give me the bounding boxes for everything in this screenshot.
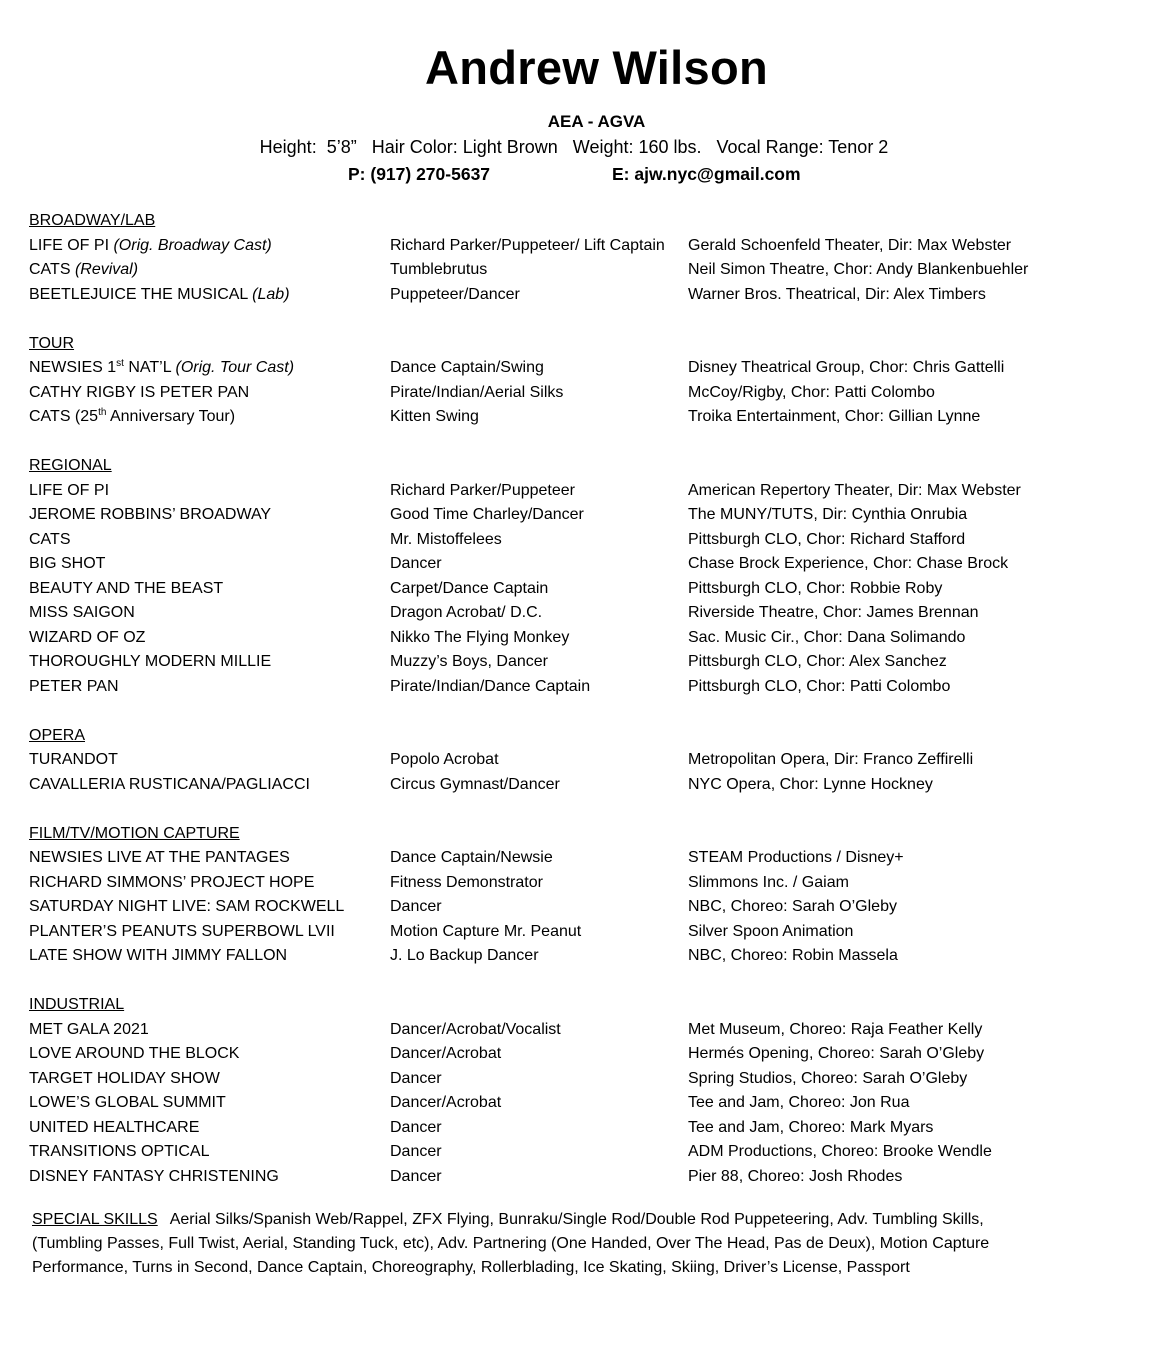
section-heading: TOUR <box>29 334 75 352</box>
credit-section <box>29 454 1149 699</box>
show-title: CATS <box>29 530 71 548</box>
company-director: Met Museum, Choreo: Raja Feather Kelly <box>688 1020 983 1038</box>
credit-row <box>29 1042 1149 1067</box>
credit-row <box>29 258 1149 283</box>
show-note: (Revival) <box>74 261 139 278</box>
section-heading: FILM/TV/MOTION CAPTURE <box>29 824 240 842</box>
show-title: CATS (25th Anniversary Tour) <box>29 407 236 425</box>
credit-row <box>29 503 1149 528</box>
show-title: PETER PAN <box>29 677 119 695</box>
role: Richard Parker/Puppeteer <box>390 481 575 499</box>
company-director: Disney Theatrical Group, Chor: Chris Gattelli <box>688 359 1005 376</box>
role: Popolo Acrobat <box>390 751 499 768</box>
company-director: Hermés Opening, Choreo: Sarah O’Gleby <box>688 1045 985 1062</box>
credit-row <box>29 675 1149 700</box>
role: Dancer/Acrobat <box>390 1094 502 1111</box>
show-title: BIG SHOT <box>29 555 106 572</box>
role: J. Lo Backup Dancer <box>390 947 539 964</box>
company-director: NBC, Choreo: Robin Massela <box>688 947 898 964</box>
contact-info <box>348 164 801 185</box>
show-title: NEWSIES LIVE AT THE PANTAGES <box>29 849 290 866</box>
show-title: TARGET HOLIDAY SHOW <box>29 1069 220 1087</box>
credit-row <box>29 920 1149 945</box>
credit-section <box>29 724 1149 798</box>
show-title: TRANSITIONS OPTICAL <box>29 1143 210 1160</box>
role: Richard Parker/Puppeteer/ Lift Captain <box>390 236 665 254</box>
credit-row <box>29 748 1149 773</box>
credit-section <box>29 332 1149 430</box>
company-director: Pier 88, Choreo: Josh Rhodes <box>688 1167 903 1185</box>
show-title: LOVE AROUND THE BLOCK <box>29 1045 240 1062</box>
role: Dance Captain/Swing <box>390 359 544 376</box>
credit-row <box>29 626 1149 651</box>
credit-row <box>29 479 1149 504</box>
show-title: LIFE OF PI (Orig. Broadway Cast) <box>29 236 272 254</box>
union-affiliation: AEA - AGVA <box>547 112 646 131</box>
credit-row <box>29 234 1149 259</box>
role: Tumblebrutus <box>390 261 488 278</box>
company-director: Gerald Schoenfeld Theater, Dir: Max Webster <box>688 236 1012 254</box>
credit-row <box>29 381 1149 406</box>
role: Pirate/Indian/Dance Captain <box>390 677 591 695</box>
credit-row <box>29 1116 1149 1141</box>
role: Dancer <box>390 898 442 915</box>
show-title: BEETLEJUICE THE MUSICAL (Lab) <box>29 285 290 303</box>
email-address: E: ajw.nyc@gmail.com <box>612 164 801 184</box>
role: Pirate/Indian/Aerial Silks <box>390 383 564 401</box>
company-director: Pittsburgh CLO, Chor: Robbie Roby <box>688 579 943 597</box>
show-title: CATHY RIGBY IS PETER PAN <box>29 383 250 401</box>
company-director: Pittsburgh CLO, Chor: Patti Colombo <box>688 677 951 695</box>
show-title: LATE SHOW WITH JIMMY FALLON <box>29 947 288 964</box>
physical-stats: Height: 5’8” Hair Color: Light Brown Weight: 160 lbs. Vocal Range: Tenor 2 <box>259 137 889 157</box>
role: Dancer <box>390 1167 442 1185</box>
show-title: JEROME ROBBINS’ BROADWAY <box>29 506 272 523</box>
company-director: Troika Entertainment, Chor: Gillian Lynne <box>688 408 981 425</box>
credits-list <box>29 209 1149 1214</box>
show-title: TURANDOT <box>29 751 118 768</box>
phone-number: P: (917) 270-5637 <box>348 164 491 184</box>
credit-row <box>29 577 1149 602</box>
company-director: Riverside Theatre, Chor: James Brennan <box>688 604 979 621</box>
company-director: Sac. Music Cir., Chor: Dana Solimando <box>688 628 966 646</box>
company-director: Silver Spoon Animation <box>688 922 854 940</box>
credit-row <box>29 601 1149 626</box>
credit-row <box>29 871 1149 896</box>
company-director: Tee and Jam, Choreo: Jon Rua <box>688 1094 910 1111</box>
role: Dancer <box>390 1118 442 1136</box>
role: Mr. Mistoffelees <box>390 530 502 548</box>
credit-row <box>29 528 1149 553</box>
credit-row <box>29 552 1149 577</box>
show-title: NEWSIES 1st NAT’L (Orig. Tour Cast) <box>29 358 295 376</box>
show-title: WIZARD OF OZ <box>29 628 146 646</box>
company-director: Metropolitan Opera, Dir: Franco Zeffirelli <box>688 751 974 768</box>
show-note: (Lab) <box>252 285 290 303</box>
role: Circus Gymnast/Dancer <box>390 775 560 793</box>
credit-section <box>29 993 1149 1189</box>
credit-row <box>29 405 1149 430</box>
show-title: CATS (Revival) <box>29 261 139 278</box>
company-director: NYC Opera, Chor: Lynne Hockney <box>688 775 933 793</box>
role: Dancer <box>390 1143 442 1160</box>
show-title: LIFE OF PI <box>29 481 110 499</box>
company-director: Spring Studios, Choreo: Sarah O’Gleby <box>688 1069 968 1087</box>
credit-row <box>29 1018 1149 1043</box>
section-heading: REGIONAL <box>29 457 112 474</box>
show-title: DISNEY FANTASY CHRISTENING <box>29 1167 279 1185</box>
credit-row <box>29 1140 1149 1165</box>
show-title: LOWE’S GLOBAL SUMMIT <box>29 1094 226 1111</box>
company-director: Slimmons Inc. / Gaiam <box>688 873 849 891</box>
show-title: CAVALLERIA RUSTICANA/PAGLIACCI <box>29 775 310 793</box>
show-title: MET GALA 2021 <box>29 1020 149 1038</box>
section-heading: OPERA <box>29 726 86 744</box>
special-skills-text: Aerial Silks/Spanish Web/Rappel, ZFX Flying, Bunraku/Single Rod/Double Rod Puppeteering, Adv. Tumbling Skills, (Tumbling Passes, Full Twist, Aerial, Standing Tuck, etc), Adv. Partnering (One Handed, Over The Head, Pas de Deux), Motion Capture Performance, Turns in Second, Dance Captain, Choreography, Rollerblading, Ice Skating, Skiing, Driver’s License, Passport <box>32 1211 990 1276</box>
credit-row <box>29 895 1149 920</box>
role: Dragon Acrobat/ D.C. <box>390 604 543 621</box>
show-note: (Orig. Tour Cast) <box>175 359 295 376</box>
company-director: McCoy/Rigby, Chor: Patti Colombo <box>688 383 935 401</box>
show-title: BEAUTY AND THE BEAST <box>29 579 224 597</box>
company-director: Chase Brock Experience, Chor: Chase Brock <box>688 555 1009 572</box>
role: Fitness Demonstrator <box>390 873 543 891</box>
section-heading: BROADWAY/LAB <box>29 212 156 229</box>
company-director: The MUNY/TUTS, Dir: Cynthia Onrubia <box>688 506 968 523</box>
company-director: American Repertory Theater, Dir: Max Webster <box>688 481 1021 499</box>
company-director: Warner Bros. Theatrical, Dir: Alex Timbers <box>688 285 986 303</box>
company-director: STEAM Productions / Disney+ <box>688 849 904 866</box>
company-director: Tee and Jam, Choreo: Mark Myars <box>688 1118 934 1136</box>
credit-row <box>29 356 1149 381</box>
credit-row <box>29 650 1149 675</box>
company-director: Pittsburgh CLO, Chor: Richard Stafford <box>688 530 966 548</box>
credit-row <box>29 1067 1149 1092</box>
credit-row <box>29 283 1149 308</box>
credit-row <box>29 846 1149 871</box>
credit-section <box>29 822 1149 969</box>
role: Dancer <box>390 555 442 572</box>
role: Motion Capture Mr. Peanut <box>390 922 582 940</box>
show-title: PLANTER’S PEANUTS SUPERBOWL LVII <box>29 922 335 940</box>
role: Puppeteer/Dancer <box>390 285 520 303</box>
special-skills <box>32 1208 1032 1280</box>
role: Dancer/Acrobat/Vocalist <box>390 1020 561 1038</box>
show-title: UNITED HEALTHCARE <box>29 1118 200 1136</box>
role: Dancer/Acrobat <box>390 1045 502 1062</box>
show-title: MISS SAIGON <box>29 604 135 621</box>
special-skills-heading: SPECIAL SKILLS <box>32 1211 158 1228</box>
show-note: (Orig. Broadway Cast) <box>113 236 272 254</box>
company-director: ADM Productions, Choreo: Brooke Wendle <box>688 1143 992 1160</box>
show-title: THOROUGHLY MODERN MILLIE <box>29 653 272 670</box>
show-title: RICHARD SIMMONS’ PROJECT HOPE <box>29 873 315 891</box>
credit-section <box>29 209 1149 307</box>
role: Kitten Swing <box>390 408 479 425</box>
credit-row <box>29 1165 1149 1190</box>
credit-row <box>29 1091 1149 1116</box>
role: Carpet/Dance Captain <box>390 579 549 597</box>
section-heading: INDUSTRIAL <box>29 996 125 1013</box>
performer-name: Andrew Wilson <box>425 41 768 94</box>
role: Nikko The Flying Monkey <box>390 628 570 646</box>
company-director: NBC, Choreo: Sarah O’Gleby <box>688 898 897 915</box>
role: Muzzy’s Boys, Dancer <box>390 653 548 670</box>
show-title: SATURDAY NIGHT LIVE: SAM ROCKWELL <box>29 898 345 915</box>
credit-row <box>29 773 1149 798</box>
role: Dancer <box>390 1069 442 1087</box>
credit-row <box>29 944 1149 969</box>
role: Good Time Charley/Dancer <box>390 506 584 523</box>
company-director: Pittsburgh CLO, Chor: Alex Sanchez <box>688 653 947 670</box>
role: Dance Captain/Newsie <box>390 849 553 866</box>
company-director: Neil Simon Theatre, Chor: Andy Blankenbuehler <box>688 261 1029 278</box>
